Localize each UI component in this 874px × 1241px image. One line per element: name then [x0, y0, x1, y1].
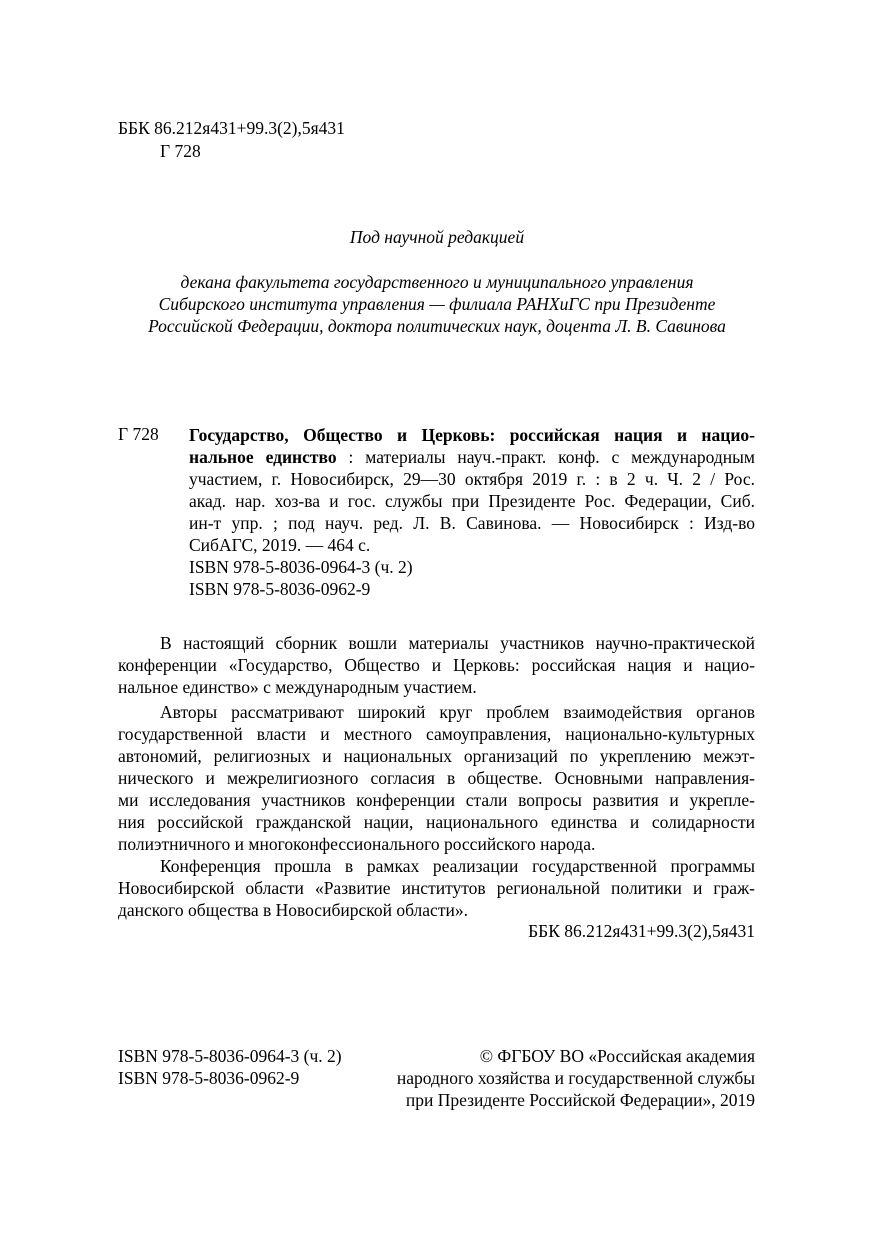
- abstract-line: Конференция прошла в рамках реализации государственной программы: [160, 856, 755, 876]
- bib-title-line: [189, 446, 755, 468]
- copyright-line: народного хозяйства и государственной службы: [396, 1068, 755, 1088]
- footer-isbn: ISBN 978-5-8036-0964-3 (ч. 2): [118, 1046, 342, 1066]
- editorship-title: Под научной редакцией: [349, 227, 525, 247]
- footer-isbn: ISBN 978-5-8036-0962-9: [118, 1068, 300, 1088]
- editorship-line: декана факультета государственного и муниципального управления: [180, 272, 694, 292]
- abstract-line: нического и межрелигиозного согласия в обществе. Основными направления-: [118, 768, 755, 788]
- editorship-line: Российской Федерации, доктора политических наук, доцента Л. В. Савинова: [148, 316, 726, 336]
- abstract-line: ми исследования участников конференции стали вопросы развития и укрепле-: [118, 790, 755, 810]
- bib-title-line: [189, 424, 755, 446]
- abstract-bbk: ББК 86.212я431+99.3(2),5я431: [528, 921, 755, 941]
- abstract-line: В настоящий сборник вошли материалы участников научно-практической: [160, 633, 755, 653]
- abstract-line: нальное единство» с международным участием.: [118, 677, 477, 697]
- bib-line: ин-т упр. ; под науч. ред. Л. В. Савинова. — Новосибирск : Изд-во: [189, 513, 755, 533]
- abstract-line: Новосибирской области «Развитие институтов региональной политики и граж-: [118, 878, 755, 898]
- abstract-line: данского общества в Новосибирской области».: [118, 900, 468, 920]
- abstract-line: автономий, религиозных и национальных организаций по укреплению межэт-: [118, 746, 755, 766]
- bib-title: Государство, Общество и Церковь: российская нация и нацио-: [189, 425, 755, 445]
- bib-line: акад. нар. хоз-ва и гос. службы при Президенте Рос. Федерации, Сиб.: [189, 491, 755, 511]
- author-mark: Г 728: [160, 141, 201, 161]
- bib-subtitle: : материалы науч.-практ. конф. с международным: [336, 447, 755, 467]
- copyright-line: при Президенте Российской Федерации», 2019: [405, 1090, 755, 1110]
- abstract-line: Авторы рассматривают широкий круг проблем взаимодействия органов: [160, 702, 755, 722]
- abstract-line: государственной власти и местного самоуправления, национально-культурных: [118, 724, 755, 744]
- copyright-line: © ФГБОУ ВО «Российская академия: [479, 1046, 755, 1066]
- bib-title-cont: нальное единство: [189, 447, 337, 467]
- bbk-code: ББК 86.212я431+99.3(2),5я431: [118, 118, 345, 138]
- editorship-line: Сибирского института управления — филиала РАНХиГС при Президенте: [158, 294, 716, 314]
- bib-isbn: ISBN 978-5-8036-0962-9: [189, 579, 371, 599]
- abstract-line: ния российской гражданской нации, национального единства и солидарности: [118, 812, 755, 832]
- bib-line: участием, г. Новосибирск, 29—30 октября 2019 г. : в 2 ч. Ч. 2 / Рос.: [189, 469, 755, 489]
- abstract-line: конференции «Государство, Общество и Церковь: российская нация и нацио-: [118, 655, 755, 675]
- bib-isbn: ISBN 978-5-8036-0964-3 (ч. 2): [189, 557, 413, 577]
- bib-line: СибАГС, 2019. — 464 с.: [189, 535, 371, 555]
- bib-author-mark: Г 728: [118, 424, 159, 444]
- abstract-line: полиэтничного и многоконфессионального российского народа.: [118, 834, 596, 854]
